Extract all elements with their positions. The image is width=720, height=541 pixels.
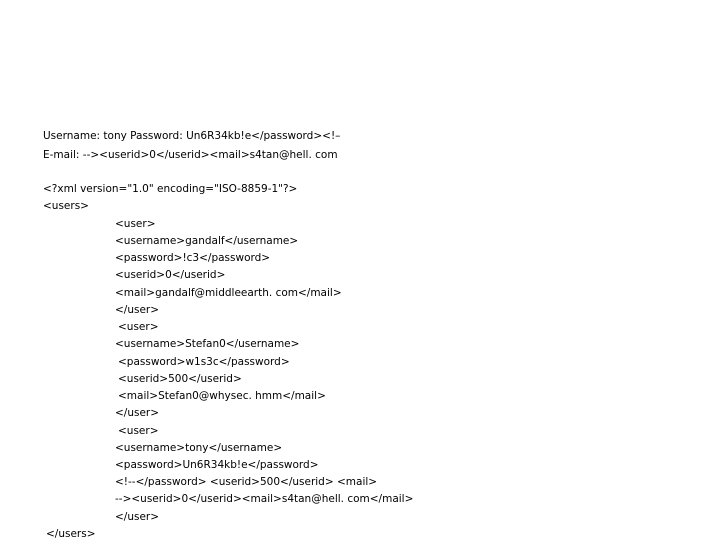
user-close-tag: </user> xyxy=(115,407,160,419)
user-close-tag: </user> xyxy=(115,304,160,316)
comment-line-2: --><userid>0</userid><mail>s4tan@hell. com</mail> xyxy=(115,493,414,505)
xml-declaration: <?xml version="1.0" encoding="ISO-8859-1"?> xyxy=(43,183,298,195)
users-close-tag: </users> xyxy=(46,528,96,540)
user-open-tag: <user> xyxy=(118,321,159,333)
mail-tag: <mail>Stefan0@whysec. hmm</mail> xyxy=(118,390,326,402)
comment-line-1: <!--</password> <userid>500</userid> <mail> xyxy=(115,476,378,488)
mail-tag: <mail>gandalf@middleearth. com</mail> xyxy=(115,287,342,299)
username-tag: <username>Stefan0</username> xyxy=(115,338,300,350)
password-tag: <password>Un6R34kb!e</password> xyxy=(115,459,319,471)
intro-line-1: Username: tony Password: Un6R34kb!e</password><!– xyxy=(43,130,341,142)
user-open-tag: <user> xyxy=(118,425,159,437)
intro-line-2: E-mail: --><userid>0</userid><mail>s4tan@hell. com xyxy=(43,149,338,161)
user-open-tag: <user> xyxy=(115,218,156,230)
userid-tag: <userid>500</userid> xyxy=(118,373,242,385)
user-close-tag: </user> xyxy=(115,511,160,523)
userid-tag: <userid>0</userid> xyxy=(115,269,226,281)
username-tag: <username>tony</username> xyxy=(115,442,283,454)
password-tag: <password>w1s3c</password> xyxy=(118,356,290,368)
users-open-tag: <users> xyxy=(43,200,89,212)
password-tag: <password>!c3</password> xyxy=(115,252,271,264)
username-tag: <username>gandalf</username> xyxy=(115,235,299,247)
